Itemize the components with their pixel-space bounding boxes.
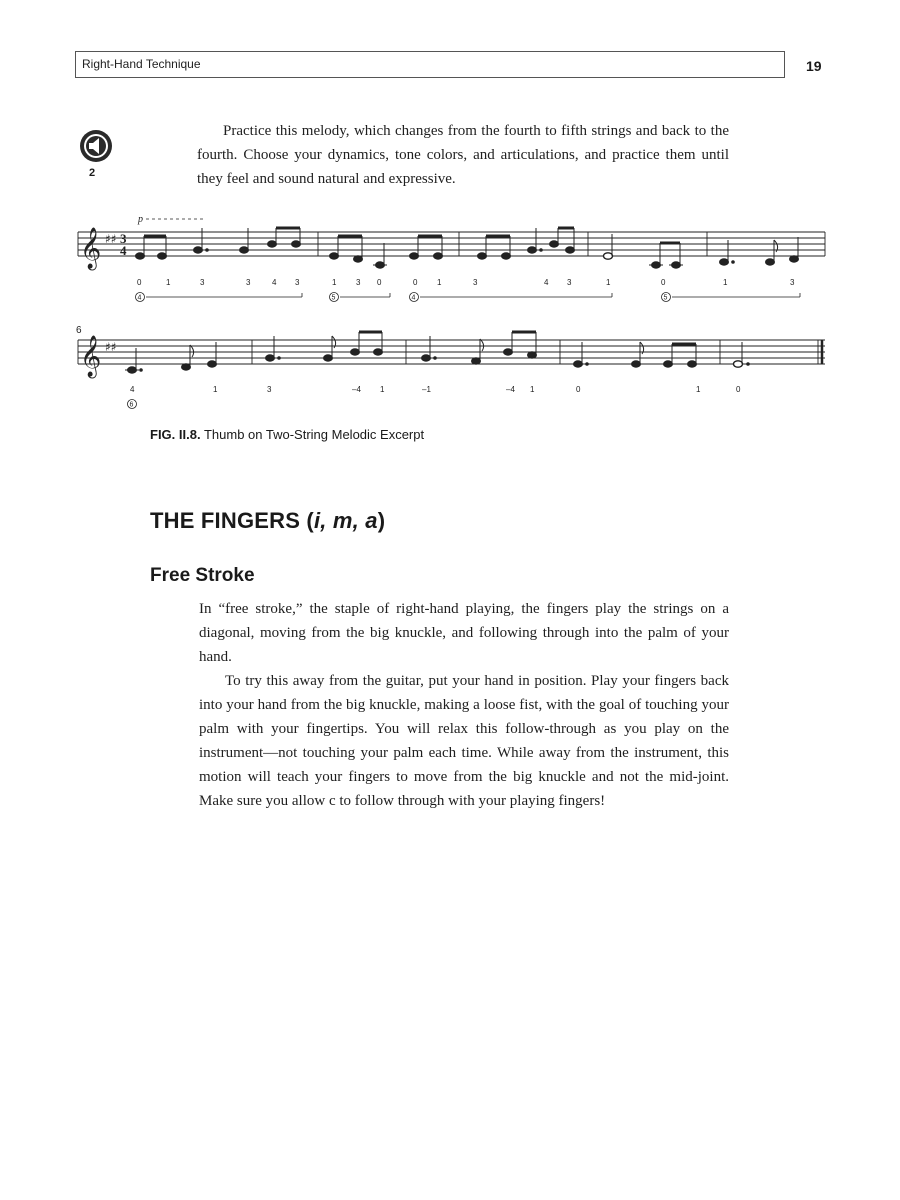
page-number: 19 bbox=[806, 58, 822, 74]
row-2-notes bbox=[125, 332, 749, 373]
measure-number: 6 bbox=[76, 325, 82, 336]
key-signature: ♯♯ bbox=[105, 340, 117, 354]
fingering: 1 bbox=[332, 278, 337, 287]
string-number: 6 bbox=[129, 401, 134, 409]
subsection-heading: Free Stroke bbox=[150, 565, 255, 586]
music-notation bbox=[70, 205, 840, 415]
row-1-notes bbox=[136, 228, 799, 268]
time-sig-bottom: 4 bbox=[120, 243, 127, 258]
fingering: 0 bbox=[137, 278, 142, 287]
running-header bbox=[75, 51, 785, 78]
body-paragraph-1: In “free stroke,” the staple of right-hand playing, the fingers play the strings on a diagonal, moving from the big knuckle, and following through into the palm of your hand. bbox=[199, 601, 729, 665]
row-1-string-numbers bbox=[138, 295, 668, 302]
fingering: 0 bbox=[576, 385, 581, 394]
fingering: 3 bbox=[267, 385, 272, 394]
fingering: 1 bbox=[696, 385, 701, 394]
fingering: 0 bbox=[413, 278, 418, 287]
body-text bbox=[199, 597, 729, 813]
fingering: 4 bbox=[272, 278, 277, 287]
fingering: 0 bbox=[377, 278, 382, 287]
fingering: 4 bbox=[544, 278, 549, 287]
figure-title: Thumb on Two-String Melodic Excerpt bbox=[203, 427, 425, 442]
fingering: 3 bbox=[200, 278, 205, 287]
section-heading-main: THE FINGERS ( bbox=[150, 508, 314, 533]
body-paragraph-2: To try this away from the guitar, put your hand in position. Play your fingers back into your hand from the big knuckle, making a loose fist, with the goal of touching your palm with your fingertips. You will relax this follow-through as you play on the instrument—not touching your palm each time. While away from the instrument, this motion will teach your fingers to move from the big knuckle and not the mid-joint. Make sure you allow c to follow through with your playing fingers! bbox=[199, 673, 729, 809]
string-number: 4 bbox=[411, 294, 416, 302]
fingering: –4 bbox=[352, 385, 361, 394]
row-1-fingerings bbox=[137, 278, 795, 287]
section-heading-close: ) bbox=[377, 508, 386, 533]
section-heading-fingers: i, m, a bbox=[313, 508, 378, 533]
track-number: 2 bbox=[89, 167, 96, 179]
treble-clef: 𝄞 bbox=[80, 228, 102, 269]
fingering: 0 bbox=[661, 278, 666, 287]
fingering: 3 bbox=[473, 278, 478, 287]
header-title: Right-Hand Technique bbox=[82, 57, 201, 71]
key-signature: ♯♯ bbox=[105, 232, 117, 246]
fingering: 1 bbox=[530, 385, 535, 394]
fingering: –1 bbox=[422, 385, 431, 394]
fingering: 0 bbox=[736, 385, 741, 394]
fingering: 3 bbox=[567, 278, 572, 287]
intro-paragraph: Practice this melody, which changes from the fourth to fifth strings and back to the fourth. Choose your dynamics, tone colors, and articulations, and practice them until they feel and sound natural and expressive. bbox=[197, 123, 729, 187]
fingering: 3 bbox=[356, 278, 361, 287]
speaker-icon[interactable] bbox=[78, 128, 114, 164]
string-number: 5 bbox=[663, 294, 668, 302]
fingering: 1 bbox=[380, 385, 385, 394]
time-sig-top: 3 bbox=[120, 231, 127, 246]
fingering: 1 bbox=[213, 385, 218, 394]
section-heading bbox=[150, 508, 385, 534]
string-number: 5 bbox=[331, 294, 336, 302]
fingering: 1 bbox=[723, 278, 728, 287]
treble-clef: 𝄞 bbox=[80, 336, 102, 377]
string-number: 4 bbox=[137, 294, 142, 302]
fingering: 1 bbox=[606, 278, 611, 287]
row-1-string-indications bbox=[136, 293, 801, 302]
fingering: –4 bbox=[506, 385, 515, 394]
dynamic-marking: p bbox=[138, 214, 143, 225]
fingering: 3 bbox=[295, 278, 300, 287]
fingering: 1 bbox=[437, 278, 442, 287]
figure-caption bbox=[150, 427, 424, 442]
fingering: 1 bbox=[166, 278, 171, 287]
fingering: 4 bbox=[130, 385, 135, 394]
staff-row-1 bbox=[78, 232, 825, 256]
fingering: 3 bbox=[246, 278, 251, 287]
fingering: 3 bbox=[790, 278, 795, 287]
row-2-fingerings bbox=[130, 385, 741, 394]
figure-label: FIG. II.8. bbox=[150, 427, 201, 442]
